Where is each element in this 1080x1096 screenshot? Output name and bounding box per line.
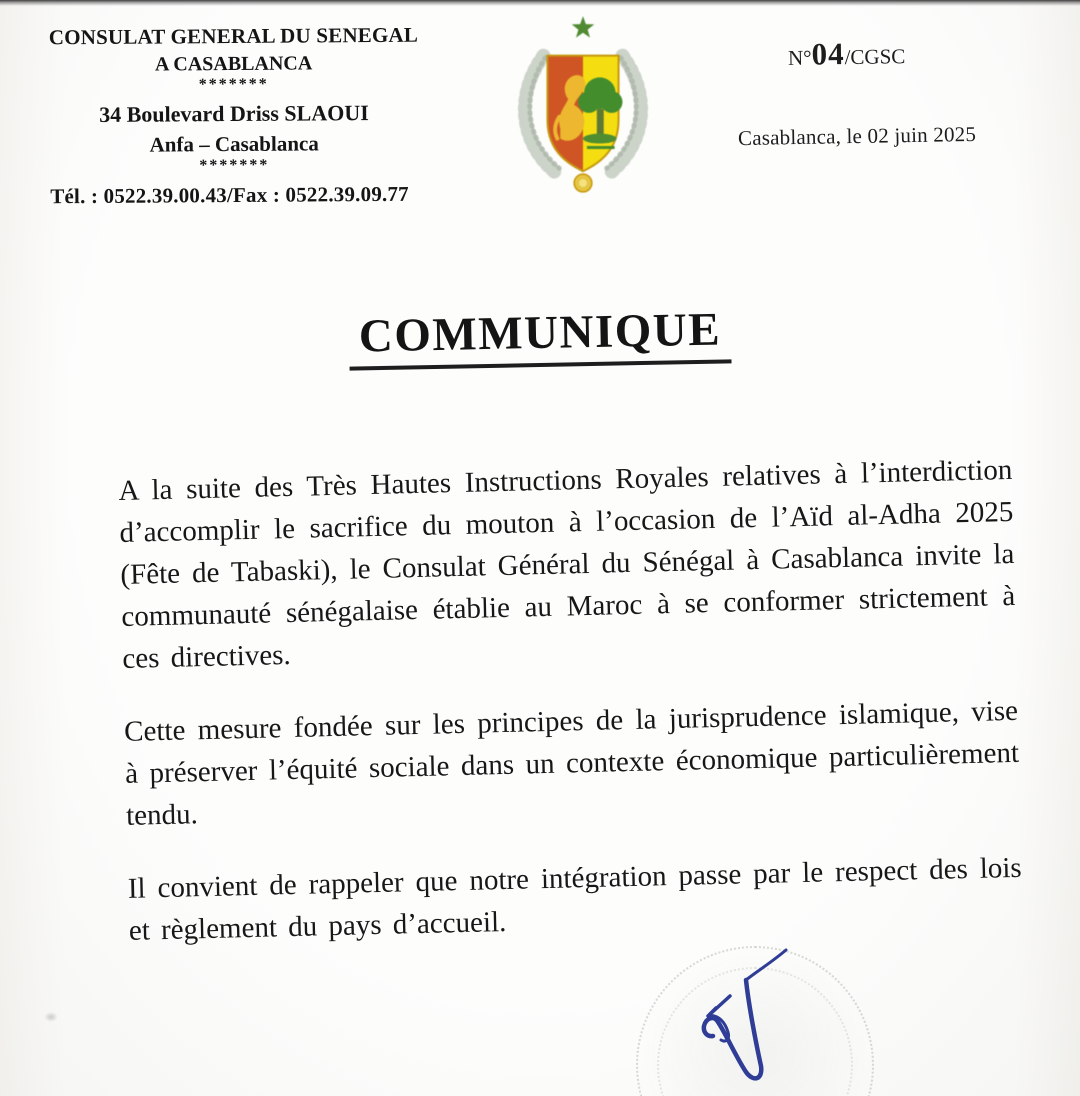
- paragraph-2: Cette mesure fondée sur les principes de la jurisprudence islamique, vise à préserver l’équité sociale dans un contexte économique particulièrement tendu.: [123, 694, 1020, 832]
- paragraph-3: Il convient de rappeler que notre intégration passe par le respect des lois et règlement du pays d’accueil.: [127, 851, 1023, 947]
- title-container: [0, 296, 1080, 378]
- place-and-date: Casablanca, le 02 juin 2025: [737, 121, 977, 151]
- phone-fax-line: Tél. : 0522.39.00.43/Fax : 0522.39.09.77: [50, 181, 409, 209]
- letterhead: [15, 22, 452, 209]
- scan-smudge: [44, 1012, 58, 1022]
- scanner-edge-shadow: [0, 0, 1080, 6]
- senegal-coat-of-arms-icon: [504, 12, 662, 200]
- reference-prefix: N°: [787, 45, 812, 70]
- reference-suffix: /CGSC: [844, 44, 906, 70]
- address-line2: Anfa – Casablanca: [149, 131, 319, 157]
- document-body: [118, 449, 1023, 952]
- address-line1: 34 Boulevard Driss SLAOUI: [99, 100, 369, 127]
- separator-asterisks: *******: [198, 75, 269, 94]
- handwritten-signature: [664, 936, 840, 1096]
- paragraph-1: A la suite des Très Hautes Instructions Royales relatives à l’interdiction d’accomplir le sacrifice du mouton à l’occasion de l’Aïd al-Adha 2025 (Fête de Tabaski), le Consulat Général du Sénégal à Casablanca invite la communauté sénégalaise établie au Maroc à se conformer strictement à ces directives.: [118, 453, 1016, 675]
- org-name-line2: A CASABLANCA: [154, 52, 313, 76]
- document-title: COMMUNIQUE: [348, 302, 731, 370]
- org-name-line1: CONSULAT GENERAL DU SENEGAL: [48, 22, 419, 50]
- reference-number: [788, 35, 906, 73]
- separator-asterisks: *******: [199, 156, 270, 175]
- reference-value: 04: [811, 36, 845, 72]
